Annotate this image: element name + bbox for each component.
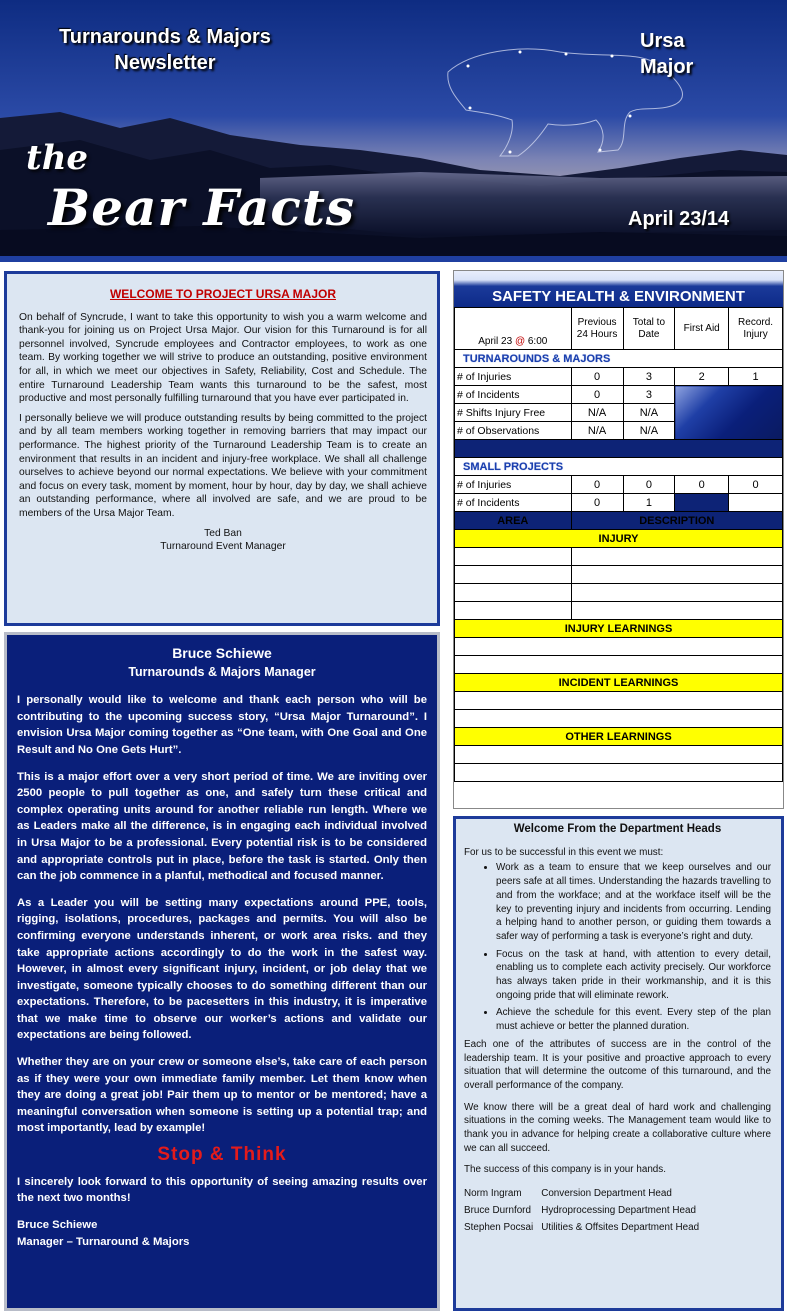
- dept-paragraph-2: We know there will be a great deal of hard work and challenging situations in the coming weeks. The Management team would like to thank you in advance for helping create a collaborative culture where we can all succeed.: [464, 1101, 771, 1154]
- table-row: [455, 494, 783, 512]
- table-row: [455, 476, 783, 494]
- table-row: [455, 746, 783, 764]
- table-row: [455, 710, 783, 728]
- row-label: # Shifts Injury Free: [455, 404, 572, 422]
- safety-panel: [453, 270, 784, 809]
- cell-value: 0: [623, 476, 675, 494]
- table-row: [455, 386, 783, 404]
- cell-value: 0: [571, 494, 623, 512]
- section-turnarounds: TURNAROUNDS & MAJORS: [455, 350, 783, 368]
- cell-value: 0: [571, 368, 623, 386]
- welcome-heading: WELCOME TO PROJECT URSA MAJOR: [109, 287, 336, 301]
- cell-value: 1: [729, 368, 783, 386]
- cell-value: 0: [675, 476, 729, 494]
- dept-paragraph-1: Each one of the attributes of success are in the control of the leadership team. It is your positive and proactive approach to every situation that will determine the outcome of this turnaround, and the overall performance of the company.: [464, 1038, 771, 1091]
- manager-title: Turnarounds & Majors Manager: [128, 664, 316, 679]
- col-header-total: Total to Date: [623, 308, 675, 350]
- cell-value: N/A: [571, 422, 623, 440]
- category-row: [455, 530, 783, 548]
- category-row: [455, 620, 783, 638]
- row-label: # of Incidents: [455, 386, 572, 404]
- list-item: • Focus on the task at hand, with attention to every detail, enabling us to complete each activity precisely. Our workforce has always taken pride in their workmanship, and it is this ongoing pride that will eliminate rework.: [496, 948, 771, 1003]
- welcome-paragraph-2: I personally believe we will produce outstanding results by being committed to the project and by all team members working together in removing barriers that may impact our performance. The highest priority of the Turnaround Leadership Team is to create an environment that results in an incident and injury-free workplace. We shall all challenge ourselves to achieve beyond our normal expectations. We believe with your commitment and focus on every task, moment by moment, hour by hour, day by day, we shall achieve an outstanding performance, where all involved are safe, and we are proud to be members of the Ursa Major Team.: [19, 412, 427, 519]
- table-row: [455, 566, 783, 584]
- head-dept: Utilities & Offsites Department Head: [541, 1222, 700, 1234]
- department-heads-article: [453, 816, 784, 1311]
- dept-heads-list: [464, 1185, 707, 1236]
- section-row: [455, 458, 783, 476]
- manager-paragraph-3: As a Leader you will be setting many expectations around PPE, tools, rigging, isolations, procedures, packages and permits. You will also be confirming everyone understands inherent, or work area risks. and they take appropriate actions accordingly to do the work in the safest way. However, in almost every significant injury, incident, or job delay that we investigate, someone typically chooses to do something different than our expectations. Therefore, to be pacesetters in this industry, it is imperative that we make time to observe our worker’s actions and validate our expectations are being followed.: [17, 896, 427, 1042]
- issue-date: April 23/14: [628, 208, 730, 230]
- manager-paragraph-1: I personally would like to welcome and thank each person who will be contributing to the upcoming success story, “Ursa Major Turnaround”. I envision Ursa Major coming together as “One team, with One Goal and One Result and No One Gets Hurt”.: [17, 694, 427, 756]
- newsletter-title-line2: Newsletter: [114, 52, 216, 74]
- category-row: [455, 674, 783, 692]
- head-name: Bruce Durnford: [464, 1205, 531, 1217]
- project-name-line1: Ursa: [640, 30, 685, 52]
- table-row: [455, 764, 783, 782]
- col-header-first-aid: First Aid: [675, 308, 729, 350]
- manager-paragraph-2: This is a major effort over a very short period of time. We are inviting over 2500 people to pull together as one, and safely turn these critical and complex operating units around for another reliable run length. Where we as Leaders make all the difference, is in engaging each individual involved in Ursa Major to be a professional. Every potential risk is to be considered and appropriate controls put in place, before the task is started. Only then can the job commence in a planful, methodical and focused manner.: [17, 770, 427, 883]
- description-header: DESCRIPTION: [571, 512, 782, 530]
- manager-article: [4, 632, 440, 1311]
- row-label: # of Incidents: [455, 494, 572, 512]
- list-item: [464, 1185, 707, 1202]
- cell-value: 0: [571, 386, 623, 404]
- table-row: [455, 584, 783, 602]
- list-item: • Work as a team to ensure that we keep ourselves and our peers safe at all times. Understanding the hazards travelling to and from the workface; and at the workface itself will be the key to preventing injury and incidents from occurring. Lending a helping hand to another person, or guiding them towards a safer way of performing a task is everyone’s right and duty.: [496, 861, 771, 943]
- project-name: [640, 28, 693, 80]
- table-header-row: [455, 308, 783, 350]
- table-row: [455, 656, 783, 674]
- shaded-cell: [675, 386, 783, 440]
- row-label: # of Injuries: [455, 368, 572, 386]
- cell-value: N/A: [571, 404, 623, 422]
- table-row: [455, 692, 783, 710]
- cell-value: 3: [623, 386, 675, 404]
- section-row: [455, 350, 783, 368]
- manager-paragraph-4: Whether they are on your crew or someone else’s, take care of each person as if they were your own immediate family member. Let them know when they are doing a great job! Pair them up to mentor or be mentored; have a meaningful conversation when someone is setting up a potential trap; and most importantly, lead by example!: [17, 1056, 427, 1135]
- newsletter-masthead: Bear Facts: [48, 178, 356, 237]
- welcome-paragraph-1: On behalf of Syncrude, I want to take this opportunity to wish you a warm welcome and thank-you for joining us on Project Ursa Major. Our vision for this Turnaround is for all personnel involved, Syncrude employees and Contractor employees, to work as one team. By working together we will strive to produce an outstanding, positive environment for all, in which we meet our objectives in Safety, Reliability, Cost and Schedule. The entire Turnaround Leadership Team wants this turnaround to be the safest, most productive and most personally fulfilling turnaround that you have ever participated in.: [19, 311, 427, 405]
- cell-value: 1: [623, 494, 675, 512]
- cell-value: N/A: [623, 422, 675, 440]
- manager-signature-title: Manager – Turnaround & Majors: [17, 1235, 190, 1248]
- cell-value: 3: [623, 368, 675, 386]
- spacer-row: [455, 440, 783, 458]
- manager-signature-name: Bruce Schiewe: [17, 1218, 98, 1231]
- list-item: [464, 1219, 707, 1236]
- dept-heading: Welcome From the Department Heads: [513, 823, 722, 835]
- injury-label: INJURY: [455, 530, 783, 548]
- dept-intro: For us to be successful in this event we must:: [464, 846, 664, 858]
- row-label: # of Observations: [455, 422, 572, 440]
- welcome-article: [4, 271, 440, 626]
- table-row: [455, 548, 783, 566]
- cell-value: N/A: [623, 404, 675, 422]
- newsletter-title: [20, 24, 310, 76]
- head-dept: Conversion Department Head: [541, 1188, 672, 1200]
- shaded-cell: [675, 494, 729, 512]
- row-label: # of Injuries: [455, 476, 572, 494]
- cell-value: 0: [729, 476, 783, 494]
- other-learnings-label: OTHER LEARNINGS: [455, 728, 783, 746]
- manager-paragraph-5: I sincerely look forward to this opportunity of seeing amazing results over the next two months!: [17, 1175, 427, 1205]
- category-row: [455, 728, 783, 746]
- table-row: [455, 638, 783, 656]
- manager-name: Bruce Schiewe: [172, 645, 272, 661]
- dept-bullet-list: [464, 861, 771, 1033]
- project-name-line2: Major: [640, 56, 694, 78]
- section-small-projects: SMALL PROJECTS: [455, 458, 783, 476]
- head-name: Stephen Pocsai: [464, 1222, 534, 1234]
- incident-learnings-label: INCIDENT LEARNINGS: [455, 674, 783, 692]
- list-item: [464, 1202, 707, 1219]
- col-header-previous: Previous 24 Hours: [571, 308, 623, 350]
- safety-stats-table: [454, 307, 783, 782]
- injury-learnings-label: INJURY LEARNINGS: [455, 620, 783, 638]
- newsletter-title-line1: Turnarounds & Majors: [59, 26, 271, 48]
- list-item: • Achieve the schedule for this event. Every step of the plan must achieve or better the planned duration.: [496, 1006, 771, 1033]
- safety-panel-header: [454, 271, 783, 307]
- cell-value: 0: [571, 476, 623, 494]
- col-header-recordable: Record. Injury: [729, 308, 783, 350]
- area-header: AREA: [455, 512, 572, 530]
- title-the: the: [26, 138, 89, 178]
- header-divider: [0, 256, 787, 262]
- dept-paragraph-3: The success of this company is in your hands.: [464, 1164, 666, 1176]
- stop-and-think-callout: Stop & Think: [157, 1144, 287, 1166]
- welcome-signature-title: Turnaround Event Manager: [160, 541, 286, 553]
- head-name: Norm Ingram: [464, 1188, 522, 1200]
- cell-value: 2: [675, 368, 729, 386]
- safety-panel-title: SAFETY HEALTH & ENVIRONMENT: [492, 288, 745, 305]
- welcome-signature-name: Ted Ban: [204, 527, 242, 539]
- table-row: [455, 368, 783, 386]
- table-row: [455, 602, 783, 620]
- head-dept: Hydroprocessing Department Head: [541, 1205, 696, 1217]
- area-header-row: [455, 512, 783, 530]
- report-date-cell: April 23 @ 6:00: [455, 308, 572, 350]
